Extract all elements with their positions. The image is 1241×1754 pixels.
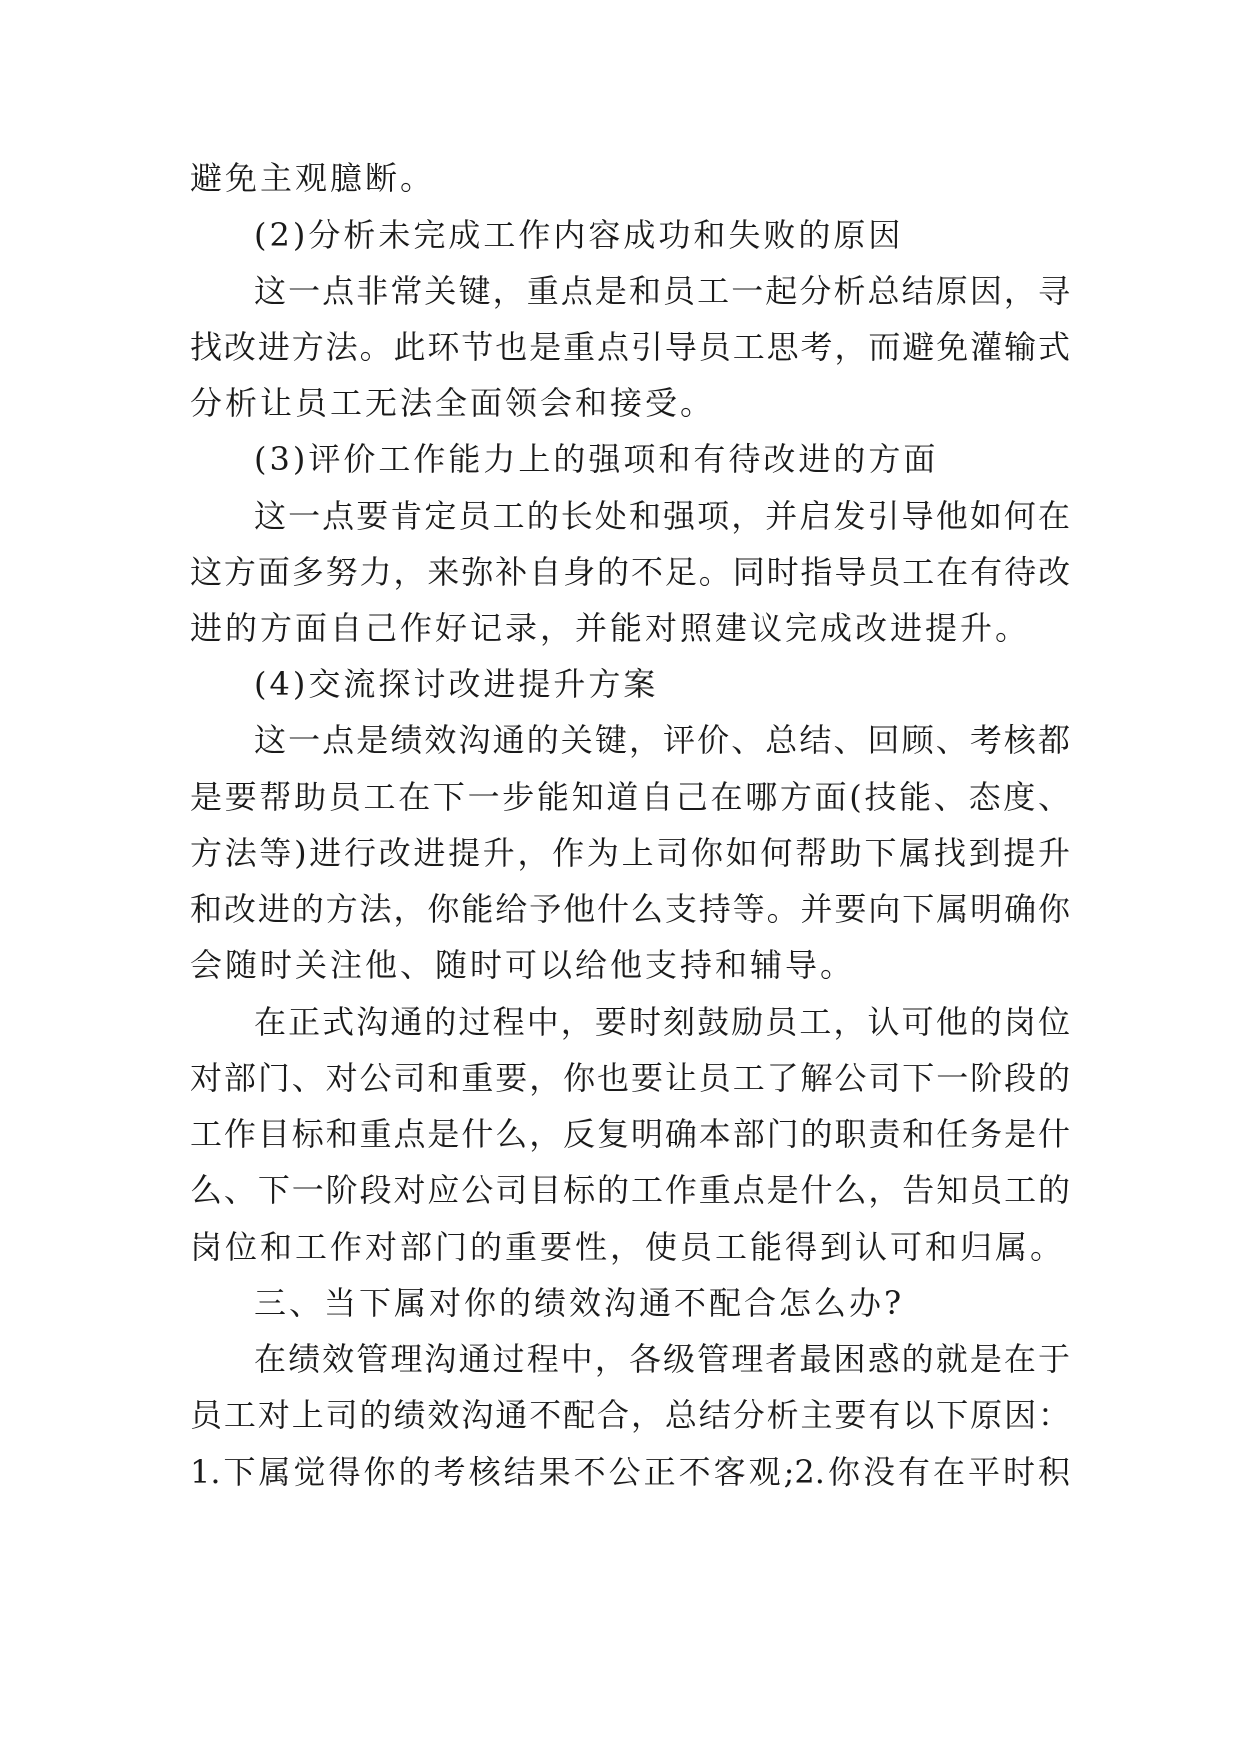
paragraph-line: 找改进方法。此环节也是重点引导员工思考，而避免灌输式 (190, 328, 1070, 366)
subheading: (3)评价工作能力上的强项和有待改进的方面 (254, 440, 939, 478)
subheading: (4)交流探讨改进提升方案 (254, 665, 659, 703)
paragraph-line: 是要帮助员工在下一步能知道自己在哪方面(技能、态度、 (190, 778, 1070, 816)
paragraph-line: 这一点是绩效沟通的关键，评价、总结、回顾、考核都 (254, 721, 1070, 759)
paragraph-line: 分析让员工无法全面领会和接受。 (190, 384, 716, 422)
paragraph-line: 岗位和工作对部门的重要性，使员工能得到认可和归属。 (190, 1228, 1066, 1266)
paragraph-line: 这一点要肯定员工的长处和强项，并启发引导他如何在 (254, 497, 1070, 535)
section-heading: 三、当下属对你的绩效沟通不配合怎么办? (254, 1284, 905, 1322)
paragraph-line: 这一点非常关键，重点是和员工一起分析总结原因，寻 (254, 272, 1070, 310)
paragraph-line: 进的方面自己作好记录，并能对照建议完成改进提升。 (190, 609, 1031, 647)
paragraph-line: 1.下属觉得你的考核结果不公正不客观;2.你没有在平时积 (190, 1453, 1070, 1491)
paragraph-line: 在绩效管理沟通过程中，各级管理者最困惑的就是在于 (254, 1340, 1070, 1378)
paragraph-line: 在正式沟通的过程中，要时刻鼓励员工，认可他的岗位 (254, 1003, 1070, 1041)
paragraph-line: 和改进的方法，你能给予他什么支持等。并要向下属明确你 (190, 890, 1070, 928)
paragraph-line: 会随时关注他、随时可以给他支持和辅导。 (190, 946, 856, 984)
paragraph-line: 员工对上司的绩效沟通不配合，总结分析主要有以下原因： (190, 1396, 1070, 1434)
subheading: (2)分析未完成工作内容成功和失败的原因 (254, 216, 904, 254)
paragraph-line: 么、下一阶段对应公司目标的工作重点是什么，告知员工的 (190, 1171, 1070, 1209)
paragraph-line: 工作目标和重点是什么，反复明确本部门的职责和任务是什 (190, 1115, 1070, 1153)
paragraph-line: 避免主观臆断。 (190, 159, 436, 197)
paragraph-line: 对部门、对公司和重要，你也要让员工了解公司下一阶段的 (190, 1059, 1070, 1097)
paragraph-line: 方法等)进行改进提升，作为上司你如何帮助下属找到提升 (190, 834, 1070, 872)
paragraph-line: 这方面多努力，来弥补自身的不足。同时指导员工在有待改 (190, 553, 1070, 591)
